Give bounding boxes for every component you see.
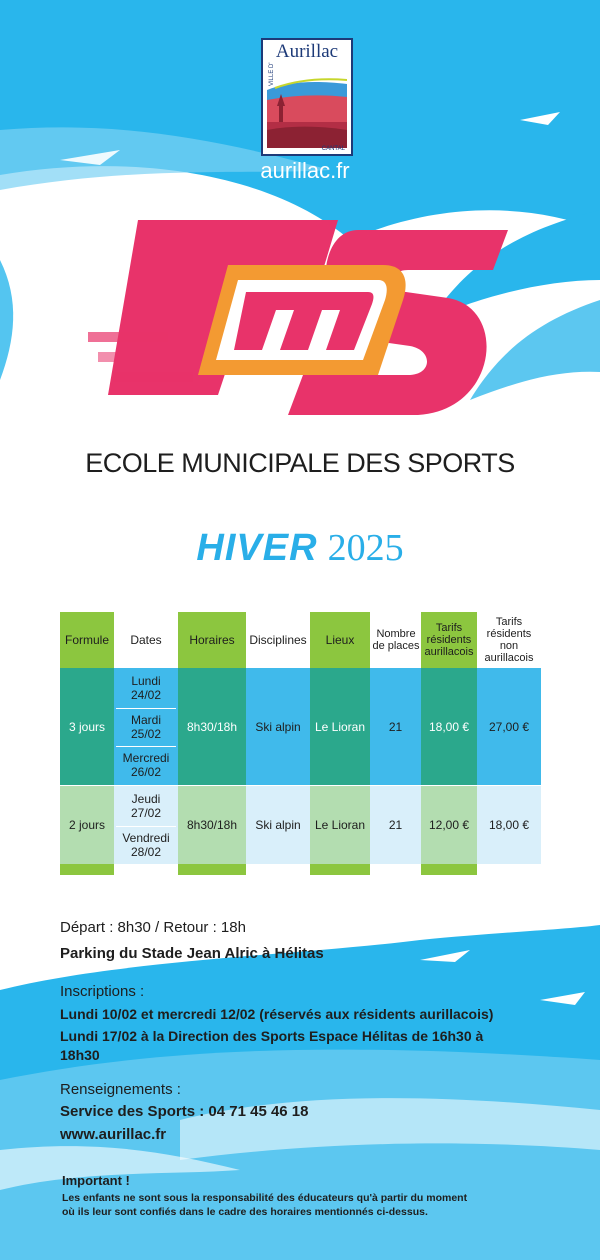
- depart-info: Départ : 8h30 / Retour : 18h: [60, 919, 246, 936]
- service-phone: Service des Sports : 04 71 45 46 18: [60, 1103, 309, 1120]
- row1-lieu: Le Lioran: [314, 719, 366, 734]
- inscriptions-title: Inscriptions :: [60, 983, 145, 1000]
- important-line-1: Les enfants ne sont sous la responsabilité des éducateurs qu'à partir du moment: [62, 1192, 468, 1204]
- header-dates: Dates: [130, 633, 162, 647]
- header-tarif-residents: Tarifs résidents aurillacois: [424, 622, 474, 658]
- header-tarif-non-residents: Tarifs résidents non aurillacois: [484, 616, 534, 664]
- important-line-2: où ils leur sont confiés dans le cadre des horaires mentionnés ci-dessus.: [62, 1206, 428, 1218]
- inscriptions-line-2: Lundi 17/02 à la Direction des Sports Espace Hélitas de 16h30 à: [60, 1028, 484, 1044]
- row2-date-1: Jeudi 27/02: [130, 792, 162, 820]
- header-disciplines: Disciplines: [249, 633, 307, 647]
- website-link[interactable]: www.aurillac.fr: [60, 1126, 167, 1143]
- row1-horaires: 8h30/18h: [186, 719, 238, 734]
- row2-places: 21: [388, 818, 403, 832]
- program-title: ECOLE MUNICIPALE DES SPORTS: [85, 448, 515, 478]
- ems-logo-icon: [88, 210, 508, 430]
- parking-info: Parking du Stade Jean Alric à Hélitas: [60, 945, 324, 962]
- header-lieux: Lieux: [325, 633, 355, 647]
- row2-horaires: 8h30/18h: [186, 818, 238, 832]
- row1-places: 21: [388, 719, 403, 734]
- header-formule: Formule: [64, 633, 109, 647]
- header-places: Nombre de places: [372, 628, 420, 652]
- logo-website: aurillac.fr: [260, 158, 350, 183]
- row1-date-3: Mercredi 26/02: [116, 746, 176, 783]
- season-word: HIVER: [196, 527, 318, 569]
- row1-date-2: Mardi 25/02: [116, 708, 176, 744]
- row1-formule: 3 jours: [68, 719, 106, 734]
- aurillac-logo: [261, 38, 353, 156]
- row1-date-1: Lundi 24/02: [130, 674, 162, 702]
- important-title: Important !: [62, 1173, 130, 1188]
- row2-tarif-non-residents: 18,00 €: [488, 818, 530, 832]
- logo-region: CANTAL: [321, 146, 345, 152]
- inscriptions-line-3: 18h30: [60, 1047, 100, 1063]
- renseignements-title: Renseignements :: [60, 1081, 181, 1098]
- logo-ville-prefix: VILLE D': [269, 62, 275, 86]
- row1-discipline: Ski alpin: [255, 719, 301, 734]
- season-heading: [0, 526, 600, 570]
- row2-tarif-residents: 12,00 €: [428, 818, 470, 832]
- row1-tarif-residents: 18,00 €: [428, 719, 470, 734]
- row2-discipline: Ski alpin: [255, 818, 301, 832]
- row2-date-2: Vendredi 28/02: [116, 826, 176, 862]
- header-horaires: Horaires: [189, 633, 235, 647]
- logo-title: Aurillac: [275, 41, 339, 62]
- row2-lieu: Le Lioran: [314, 818, 366, 832]
- inscriptions-line-1: Lundi 10/02 et mercredi 12/02 (réservés aux résidents aurillacois): [60, 1006, 494, 1022]
- schedule-table: [60, 612, 541, 876]
- row1-tarif-non-residents: 27,00 €: [488, 719, 530, 734]
- season-year: 2025: [327, 527, 404, 569]
- row2-formule: 2 jours: [68, 818, 106, 832]
- city-skyline-icon: [267, 70, 347, 148]
